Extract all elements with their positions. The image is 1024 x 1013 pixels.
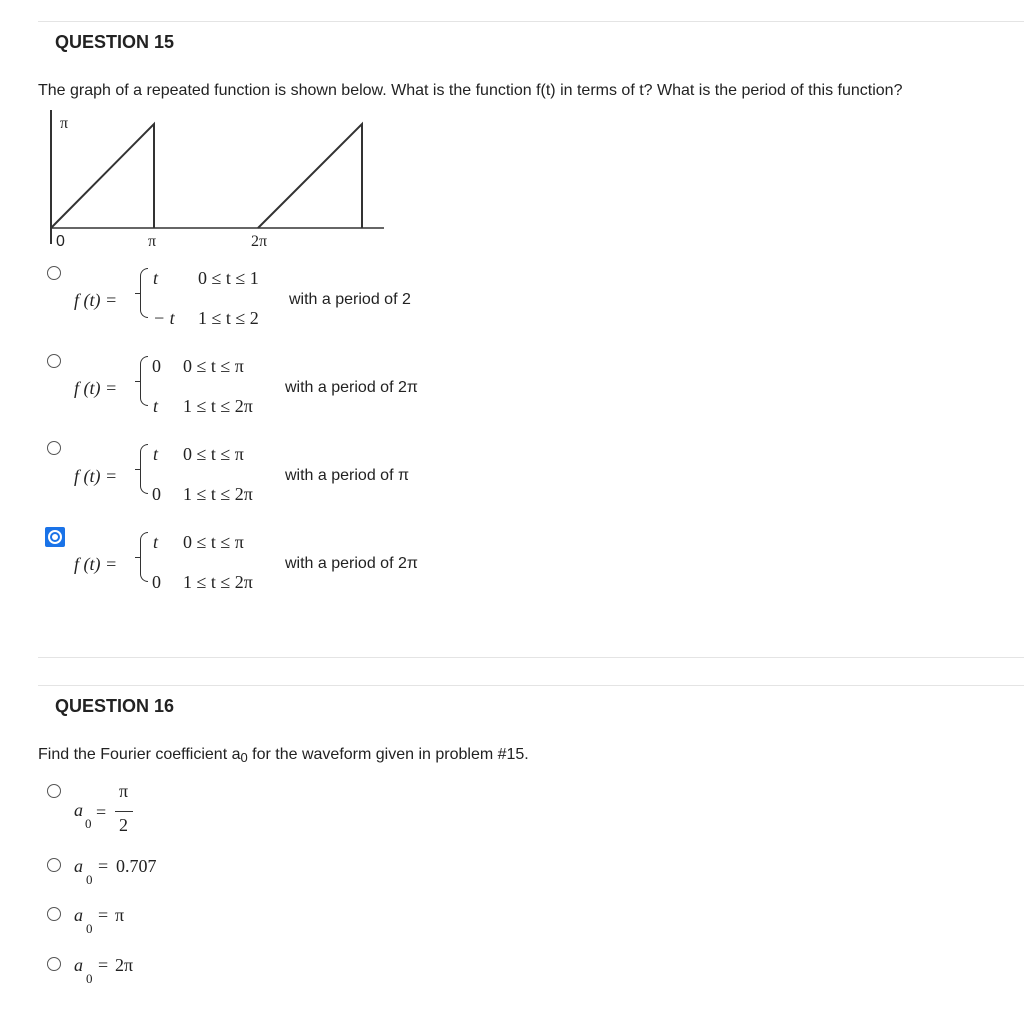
q15-option-a-lhs: f (t) =	[74, 290, 118, 310]
q16-option-a-eq: =	[96, 802, 107, 822]
q15-option-d-period: with a period of 2π	[285, 555, 418, 572]
q15-option-a-period: with a period of 2	[289, 291, 411, 308]
divider	[38, 685, 1024, 686]
x-label-0: 0	[56, 233, 65, 250]
top-divider	[38, 21, 1024, 22]
q15-option-d-row1-expr: t	[153, 532, 159, 552]
q15-option-b-period: with a period of 2π	[285, 379, 418, 396]
q15-option-c-row2-expr: 0	[152, 484, 161, 504]
x-label-2pi: 2π	[251, 233, 268, 250]
q15-option-d-radio-selected[interactable]	[45, 527, 65, 547]
q15-option-d-row1-cond: 0 ≤ t ≤ π	[183, 532, 244, 552]
q15-option-c-period: with a period of π	[285, 467, 409, 484]
q15-option-a-row2-expr: − t	[153, 308, 175, 328]
q16-option-a-denominator: 2	[119, 815, 128, 835]
question-15-title: QUESTION 15	[55, 32, 175, 52]
question-16-title: QUESTION 16	[55, 696, 175, 716]
q16-option-b-value: 0.707	[116, 856, 157, 876]
q16-option-d-var: a	[74, 955, 83, 975]
question-16-prompt-sub: 0	[240, 750, 248, 765]
q15-option-a-row2-cond: 1 ≤ t ≤ 2	[198, 308, 259, 328]
brace-icon	[140, 444, 148, 494]
fraction-bar	[115, 811, 133, 812]
q15-option-d-lhs: f (t) =	[74, 554, 118, 574]
q16-option-d-radio[interactable]	[47, 957, 61, 971]
q15-option-c-lhs: f (t) =	[74, 466, 118, 486]
y-label-pi: π	[60, 115, 69, 132]
brace-icon	[140, 356, 148, 406]
x-label-pi: π	[148, 233, 157, 250]
question-16-prompt-text-end: for the waveform given in problem #15.	[247, 746, 529, 763]
q15-option-b-lhs: f (t) =	[74, 378, 118, 398]
q15-option-b-row1-cond: 0 ≤ t ≤ π	[183, 356, 244, 376]
question-16-prompt	[38, 746, 529, 764]
q16-option-b-sub: 0	[86, 872, 93, 887]
question-16-prompt-text: Find the Fourier coefficient a	[38, 746, 241, 763]
q15-option-c-row1-expr: t	[153, 444, 159, 464]
q16-option-a-radio[interactable]	[47, 784, 61, 798]
q15-option-a-row1-expr: t	[153, 268, 159, 288]
q16-option-d-sub: 0	[86, 971, 93, 986]
q15-option-a-row1-cond: 0 ≤ t ≤ 1	[198, 268, 259, 288]
q16-option-c-sub: 0	[86, 921, 93, 936]
divider	[38, 657, 1024, 658]
brace-icon	[140, 268, 148, 318]
q15-option-d-row2-expr: 0	[152, 572, 161, 592]
q16-option-b-eq: =	[98, 856, 109, 876]
question-15-prompt: The graph of a repeated function is shown below. What is the function f(t) in terms of t? What is the period of this function?	[38, 82, 903, 99]
waveform-period-1	[51, 124, 154, 228]
q15-option-b-row2-expr: t	[153, 396, 159, 416]
q16-option-c-eq: =	[98, 905, 109, 925]
q15-option-c-row2-cond: 1 ≤ t ≤ 2π	[183, 484, 253, 504]
q16-option-a-numerator: π	[119, 781, 129, 801]
q15-option-a-radio[interactable]	[47, 266, 61, 280]
sawtooth-graph	[38, 108, 390, 255]
q16-option-d-value: 2π	[115, 955, 134, 975]
q16-option-d-eq: =	[98, 955, 109, 975]
q16-option-b-radio[interactable]	[47, 858, 61, 872]
q15-option-b-row1-expr: 0	[152, 356, 161, 376]
waveform-period-2	[258, 124, 362, 228]
brace-icon	[140, 532, 148, 582]
q15-option-b-row2-cond: 1 ≤ t ≤ 2π	[183, 396, 253, 416]
q16-option-b-var: a	[74, 856, 83, 876]
q15-option-c-radio[interactable]	[47, 441, 61, 455]
q16-option-c-radio[interactable]	[47, 907, 61, 921]
q16-option-a-var: a	[74, 800, 83, 820]
q15-option-c-row1-cond: 0 ≤ t ≤ π	[183, 444, 244, 464]
q15-option-d-row2-cond: 1 ≤ t ≤ 2π	[183, 572, 253, 592]
q16-option-c-value: π	[115, 905, 125, 925]
q16-option-a-sub: 0	[85, 816, 92, 831]
q15-option-b-radio[interactable]	[47, 354, 61, 368]
radio-dot-icon	[52, 534, 58, 540]
q16-option-c-var: a	[74, 905, 83, 925]
